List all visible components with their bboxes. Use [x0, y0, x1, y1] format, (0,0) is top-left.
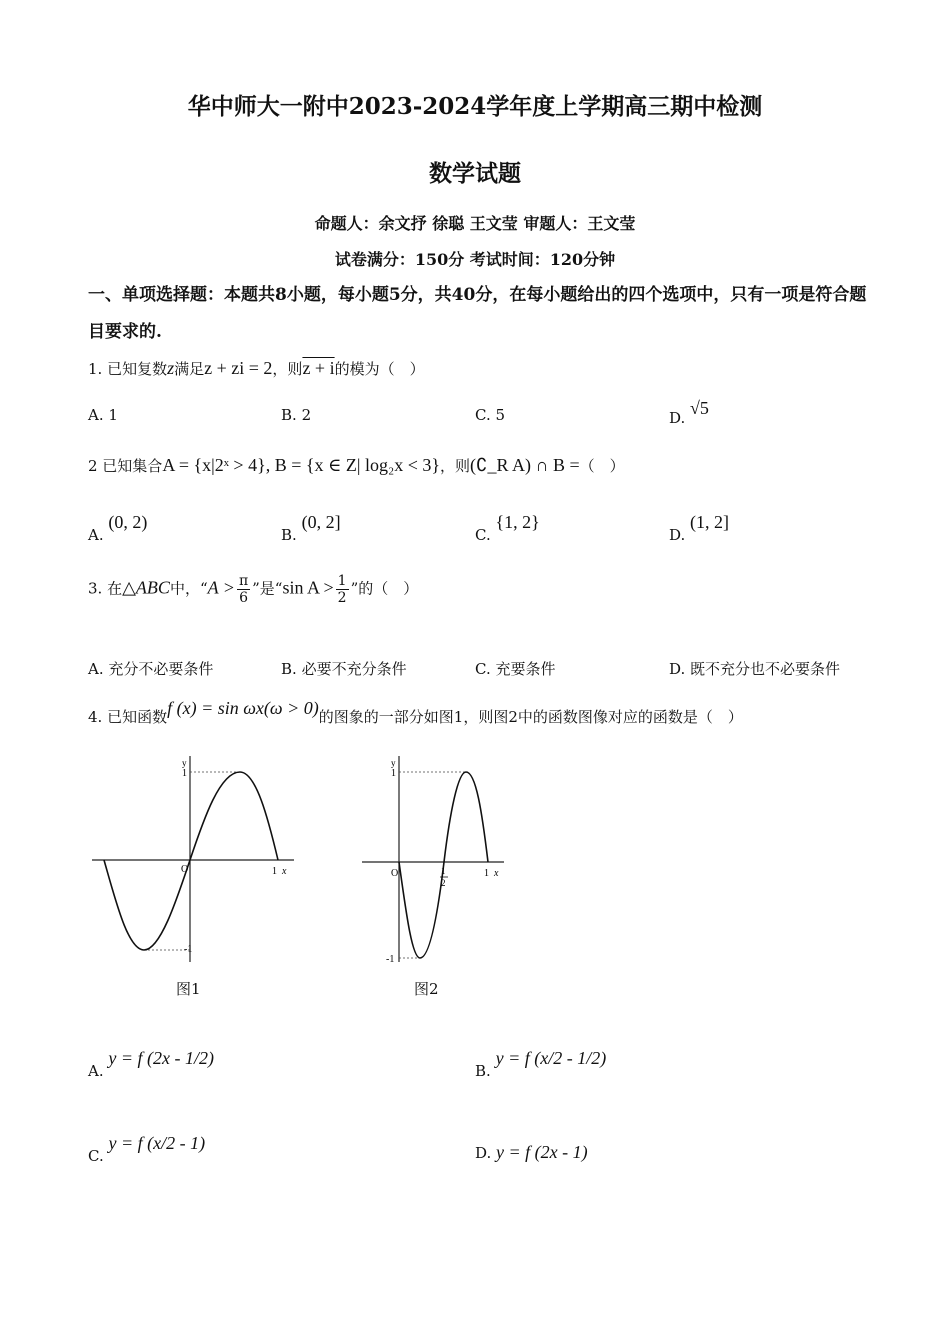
figure-2-graph [358, 752, 508, 964]
option-letter: D. [669, 409, 686, 427]
option-letter: B. [281, 526, 297, 544]
q1-option-b[interactable] [281, 406, 311, 424]
q1-option-c[interactable] [475, 406, 505, 424]
q2-mid: ，则 [440, 457, 471, 475]
q1-expr: z + i [302, 358, 335, 378]
option-letter: A. [88, 526, 104, 544]
q2-suffix: （ ） [579, 457, 625, 475]
fig1-x-label: x [282, 866, 287, 877]
question-3 [88, 573, 418, 606]
q1-var: z [167, 358, 175, 378]
q1-cond-label: 满足 [174, 360, 205, 378]
fig1-origin: O [181, 864, 189, 875]
fig2-y-top: 1 [391, 768, 396, 779]
figure-1-graph [88, 752, 298, 964]
fraction-numerator: π [238, 573, 249, 589]
option-value: 必要不充分条件 [301, 660, 407, 678]
q1-mid: ，则 [272, 360, 303, 378]
option-letter: C. [475, 406, 491, 424]
option-value: 5 [495, 406, 506, 424]
option-letter: C. [475, 660, 491, 678]
q4-option-b[interactable] [475, 1048, 607, 1080]
fig2-x-mid-num: 1 [441, 866, 446, 876]
option-value: 1 [108, 406, 118, 424]
q1-option-d[interactable] [669, 398, 709, 427]
q2-expr: (∁_R A) ∩ B = [470, 455, 580, 475]
page-title: 华中师大一附中2023-2024学年度上学期高三期中检测 [187, 93, 763, 120]
q3-mid2: ”是“ [252, 579, 283, 598]
q4-option-a[interactable] [88, 1048, 214, 1080]
option-letter: B. [475, 1062, 491, 1080]
option-letter: A. [88, 406, 104, 424]
fraction-denominator: 2 [337, 590, 347, 606]
q4-option-c[interactable] [88, 1133, 206, 1165]
option-letter: A. [88, 1062, 104, 1080]
option-value: 充要条件 [495, 660, 556, 678]
fig2-x-right: 1 [484, 868, 489, 879]
option-letter: D. [475, 1144, 492, 1162]
option-value: 充分不必要条件 [108, 660, 214, 678]
option-value: (0, 2) [108, 512, 148, 532]
fig2-y-bottom: -1 [386, 954, 395, 964]
q3-option-a[interactable] [88, 658, 213, 679]
option-value: y = f (x/2 - 1/2) [495, 1048, 607, 1068]
q1-suffix: 的模为（ ） [334, 360, 425, 378]
q3-cond1-lhs: A > [207, 577, 235, 598]
q3-mid1: 中，“ [169, 579, 208, 598]
fig2-origin: O [391, 868, 399, 879]
option-letter: C. [475, 526, 491, 544]
fig1-y-label: y [182, 758, 187, 768]
fig1-y-bottom: -1 [184, 944, 193, 955]
q1-equation: z + zi = 2 [204, 358, 273, 378]
q2-set-b: , B = {x ∈ Z| log₂x < 3} [265, 455, 441, 475]
q2-option-a[interactable] [88, 512, 148, 544]
q3-triangle: △ABC [122, 577, 170, 598]
figure-1-caption: 图1 [176, 980, 201, 998]
q3-option-b[interactable] [281, 658, 407, 679]
option-value: {1, 2} [495, 512, 540, 532]
q3-option-c[interactable] [475, 658, 556, 679]
q3-cond2-lhs: sin A > [282, 577, 334, 598]
q4-option-d[interactable] [475, 1142, 588, 1163]
fraction-denominator: 6 [239, 590, 248, 606]
exam-info-line: 试卷满分：150分 考试时间：120分钟 [334, 250, 616, 269]
fig1-x-right: 1 [272, 866, 277, 877]
q3-cond2-fraction [336, 573, 349, 606]
fig2-x-mid-den: 2 [441, 878, 446, 888]
q1-option-a[interactable] [88, 406, 118, 424]
question-2 [88, 455, 625, 476]
fig1-y-top: 1 [182, 768, 187, 779]
q4-prefix: 4. 已知函数 [88, 708, 168, 726]
option-letter: A. [88, 660, 104, 678]
option-letter: B. [281, 660, 297, 678]
option-value: y = f (2x - 1) [496, 1142, 588, 1162]
option-letter: B. [281, 406, 297, 424]
question-4 [88, 698, 743, 726]
option-value: (1, 2] [690, 512, 730, 532]
q2-option-d[interactable] [669, 512, 730, 544]
q4-suffix: 的图象的一部分如图1，则图2中的函数图像对应的函数是（ ） [318, 708, 743, 726]
section-heading: 一、单项选择题：本题共8小题，每小题5分，共40分，在每小题给出的四个选项中，只有一项是符合题目要求的. [88, 285, 867, 342]
q3-cond1-fraction [237, 573, 250, 606]
option-value: √5 [690, 398, 709, 418]
fig2-y-label: y [391, 758, 396, 768]
option-letter: C. [88, 1147, 104, 1165]
q1-prefix: 1. 已知复数 [88, 360, 168, 378]
option-value: y = f (x/2 - 1) [108, 1133, 206, 1153]
q4-func: f (x) = sin ωx(ω > 0) [167, 698, 319, 718]
q3-prefix: 3. 在 [88, 579, 123, 598]
fig2-sine-curve [399, 772, 488, 958]
page-subtitle: 数学试题 [429, 160, 521, 187]
option-letter: D. [669, 526, 686, 544]
fraction-numerator: 1 [337, 573, 347, 589]
authors-line: 命题人：余文抒 徐聪 王文莹 审题人：王文莹 [314, 214, 636, 233]
q3-suffix: ”的（ ） [350, 579, 419, 598]
option-value: 2 [301, 406, 312, 424]
option-letter: D. [669, 660, 686, 678]
q2-prefix: 2 已知集合 [88, 457, 163, 475]
fig2-x-label: x [494, 868, 499, 879]
q3-option-d[interactable] [669, 658, 840, 679]
q2-option-b[interactable] [281, 512, 341, 544]
question-1 [88, 358, 425, 379]
q2-set-a: A = {x|2ˣ > 4} [162, 455, 266, 475]
option-value: y = f (2x - 1/2) [108, 1048, 214, 1068]
option-value: (0, 2] [301, 512, 341, 532]
figure-2-caption: 图2 [414, 980, 439, 998]
fig1-sine-curve [104, 772, 278, 950]
q2-option-c[interactable] [475, 512, 540, 544]
option-value: 既不充分也不必要条件 [690, 660, 841, 678]
